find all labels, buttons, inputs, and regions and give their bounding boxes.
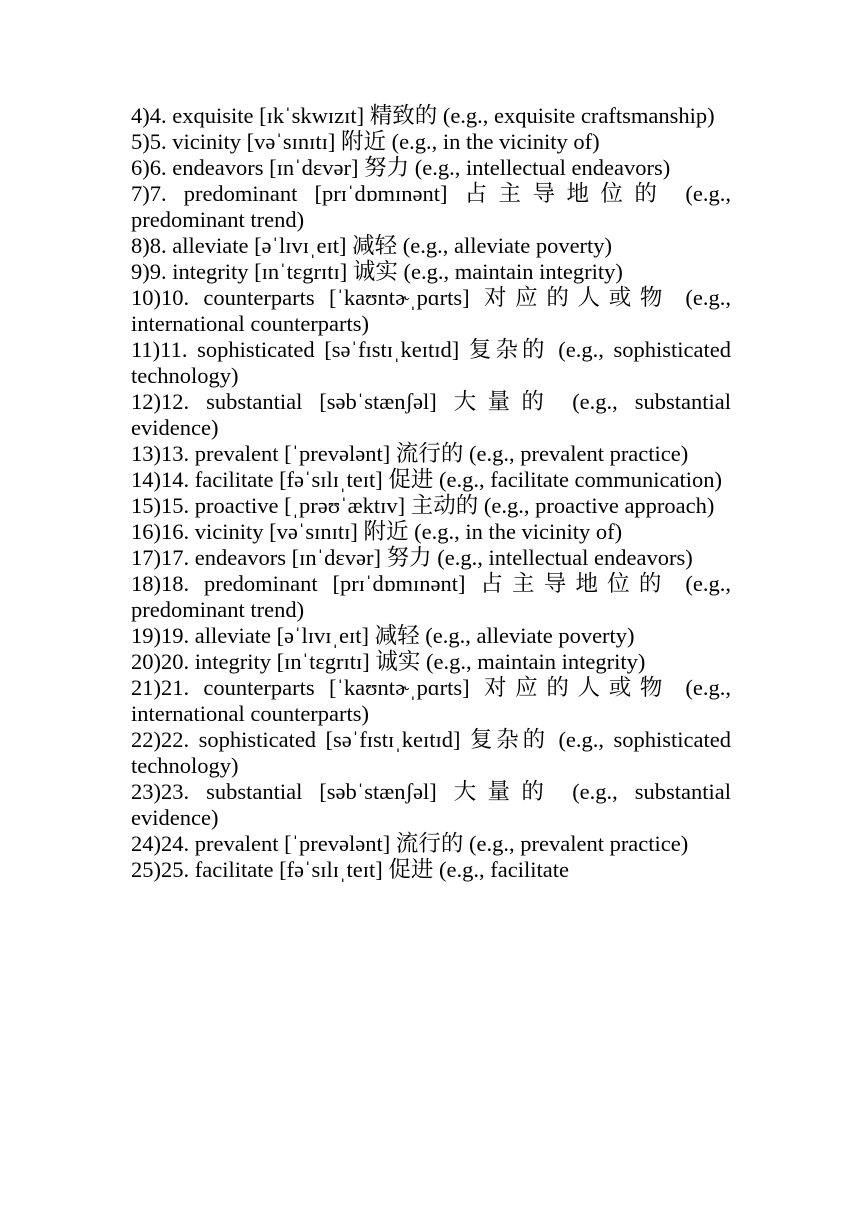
vocab-entry-9: 9)9. integrity [ɪnˈtɛgrɪtɪ] 诚实 (e.g., maintain integrity): [131, 259, 623, 284]
vocab-entry-24: 24)24. prevalent [ˈprevələnt] 流行的 (e.g., prevalent practice): [131, 831, 689, 856]
vocab-entry-14: 14)14. facilitate [fəˈsɪlɪˌteɪt] 促进 (e.g., facilitate communication): [131, 467, 723, 492]
vocab-entry-5: 5)5. vicinity [vəˈsɪnɪtɪ] 附近 (e.g., in the vicinity of): [131, 129, 600, 154]
vocab-entry-10: 10)10. counterparts [ˈkaʊntɚˌpɑrts] 对应的人或物 (e.g., international counterparts): [131, 285, 731, 336]
vocab-entry-7: 7)7. predominant [prɪˈdɒmɪnənt] 占主导地位的 (e.g., predominant trend): [131, 181, 731, 232]
vocab-entry-11: 11)11. sophisticated [səˈfɪstɪˌkeɪtɪd] 复杂的 (e.g., sophisticated technology): [131, 337, 731, 388]
vocab-entry-8: 8)8. alleviate [əˈlɪvɪˌeɪt] 减轻 (e.g., alleviate poverty): [131, 233, 613, 258]
vocab-entry-20: 20)20. integrity [ɪnˈtɛgrɪtɪ] 诚实 (e.g., maintain integrity): [131, 649, 646, 674]
vocab-entry-13: 13)13. prevalent [ˈprevələnt] 流行的 (e.g., prevalent practice): [131, 441, 689, 466]
vocab-entry-17: 17)17. endeavors [ɪnˈdɛvər] 努力 (e.g., intellectual endeavors): [131, 545, 693, 570]
vocab-entry-12: 12)12. substantial [səbˈstænʃəl] 大量的 (e.g., substantial evidence): [131, 389, 731, 440]
vocab-entry-21: 21)21. counterparts [ˈkaʊntɚˌpɑrts] 对应的人或物 (e.g., international counterparts): [131, 675, 731, 726]
vocab-entry-23: 23)23. substantial [səbˈstænʃəl] 大量的 (e.g., substantial evidence): [131, 779, 731, 830]
vocab-entry-16: 16)16. vicinity [vəˈsɪnɪtɪ] 附近 (e.g., in the vicinity of): [131, 519, 623, 544]
vocab-entry-18: 18)18. predominant [prɪˈdɒmɪnənt] 占主导地位的 (e.g., predominant trend): [131, 571, 731, 622]
vocab-entry-19: 19)19. alleviate [əˈlɪvɪˌeɪt] 减轻 (e.g., alleviate poverty): [131, 623, 635, 648]
vocab-entry-6: 6)6. endeavors [ɪnˈdɛvər] 努力 (e.g., intellectual endeavors): [131, 155, 671, 180]
vocabulary-list: [131, 103, 731, 883]
vocab-entry-22: 22)22. sophisticated [səˈfɪstɪˌkeɪtɪd] 复杂的 (e.g., sophisticated technology): [131, 727, 731, 778]
vocab-entry-25: 25)25. facilitate [fəˈsɪlɪˌteɪt] 促进 (e.g., facilitate: [131, 857, 569, 882]
vocab-entry-4: 4)4. exquisite [ɪkˈskwɪzɪt] 精致的 (e.g., exquisite craftsmanship): [131, 103, 715, 128]
vocab-entry-15: 15)15. proactive [ˌprəʊˈæktɪv] 主动的 (e.g., proactive approach): [131, 493, 715, 518]
